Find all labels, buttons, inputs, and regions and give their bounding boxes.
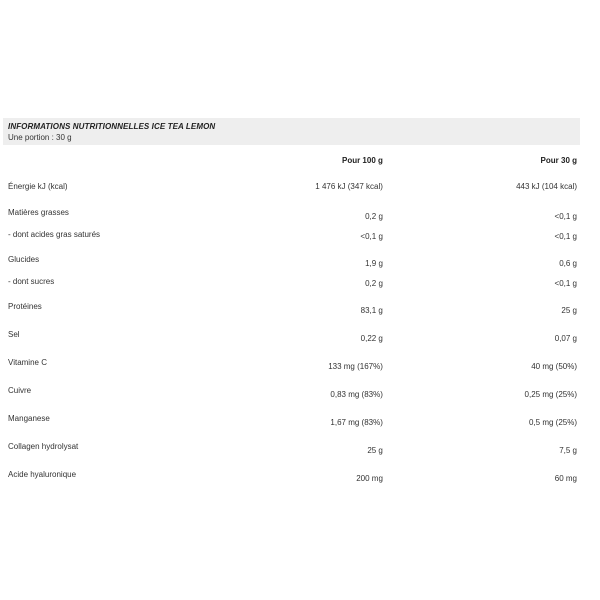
table-row [3, 436, 580, 464]
per30-value: 0,07 g [554, 334, 577, 343]
table-row [3, 202, 580, 230]
per30-value: 443 kJ (104 kcal) [516, 182, 577, 191]
nutrition-panel [3, 118, 580, 492]
nutrient-label: Acide hyaluronique [8, 470, 77, 479]
per100-value: 200 mg [356, 474, 383, 483]
per100-value: 0,2 g [365, 279, 383, 288]
table-row [3, 249, 580, 277]
nutrient-label: Vitamine C [8, 358, 47, 367]
per30-value: <0,1 g [554, 232, 577, 241]
per30-value: 25 g [561, 306, 577, 315]
per100-column-header: Pour 100 g [341, 156, 383, 165]
per30-value: <0,1 g [554, 212, 577, 221]
nutrient-label: Glucides [8, 255, 40, 264]
nutrient-label: Sel [8, 330, 20, 339]
table-row [3, 296, 580, 324]
table-row [3, 277, 580, 296]
nutrient-column-header [3, 145, 245, 178]
nutrient-label: Protéines [8, 302, 42, 311]
nutrient-label: Collagen hydrolysat [8, 442, 79, 451]
table-row [3, 464, 580, 492]
nutrition-title: INFORMATIONS NUTRITIONNELLES ICE TEA LEMON [8, 122, 216, 131]
per100-value: <0,1 g [360, 232, 383, 241]
per30-value: 0,5 mg (25%) [528, 418, 577, 427]
table-row [3, 380, 580, 408]
table-header-row [3, 145, 580, 178]
per100-value: 1,67 mg (83%) [330, 418, 383, 427]
table-row [3, 178, 580, 202]
per100-value: 0,83 mg (83%) [330, 390, 383, 399]
per30-column-header: Pour 30 g [540, 156, 577, 165]
portion-subtitle: Une portion : 30 g [8, 133, 72, 142]
table-row [3, 408, 580, 436]
per30-value: 40 mg (50%) [531, 362, 577, 371]
nutrient-label: Manganese [8, 414, 50, 423]
per30-value: 0,25 mg (25%) [524, 390, 577, 399]
per100-value: 0,2 g [365, 212, 383, 221]
per100-value: 1,9 g [365, 259, 383, 268]
nutrient-label: - dont acides gras saturés [8, 230, 101, 239]
table-row [3, 352, 580, 380]
nutrition-header [3, 118, 580, 145]
per30-value: <0,1 g [554, 279, 577, 288]
nutrient-label: Cuivre [8, 386, 32, 395]
per30-value: 60 mg [554, 474, 577, 483]
nutrition-table [3, 145, 580, 492]
per100-value: 83,1 g [360, 306, 383, 315]
per30-value: 7,5 g [559, 446, 577, 455]
nutrient-label: Énergie kJ (kcal) [8, 182, 68, 191]
per100-value: 25 g [367, 446, 383, 455]
nutrient-label: - dont sucres [8, 277, 55, 286]
per30-value: 0,6 g [559, 259, 577, 268]
table-row [3, 324, 580, 352]
per100-value: 0,22 g [360, 334, 383, 343]
table-row [3, 230, 580, 249]
per100-value: 1 476 kJ (347 kcal) [315, 182, 383, 191]
nutrient-label: Matières grasses [8, 208, 69, 217]
per100-value: 133 mg (167%) [328, 362, 383, 371]
